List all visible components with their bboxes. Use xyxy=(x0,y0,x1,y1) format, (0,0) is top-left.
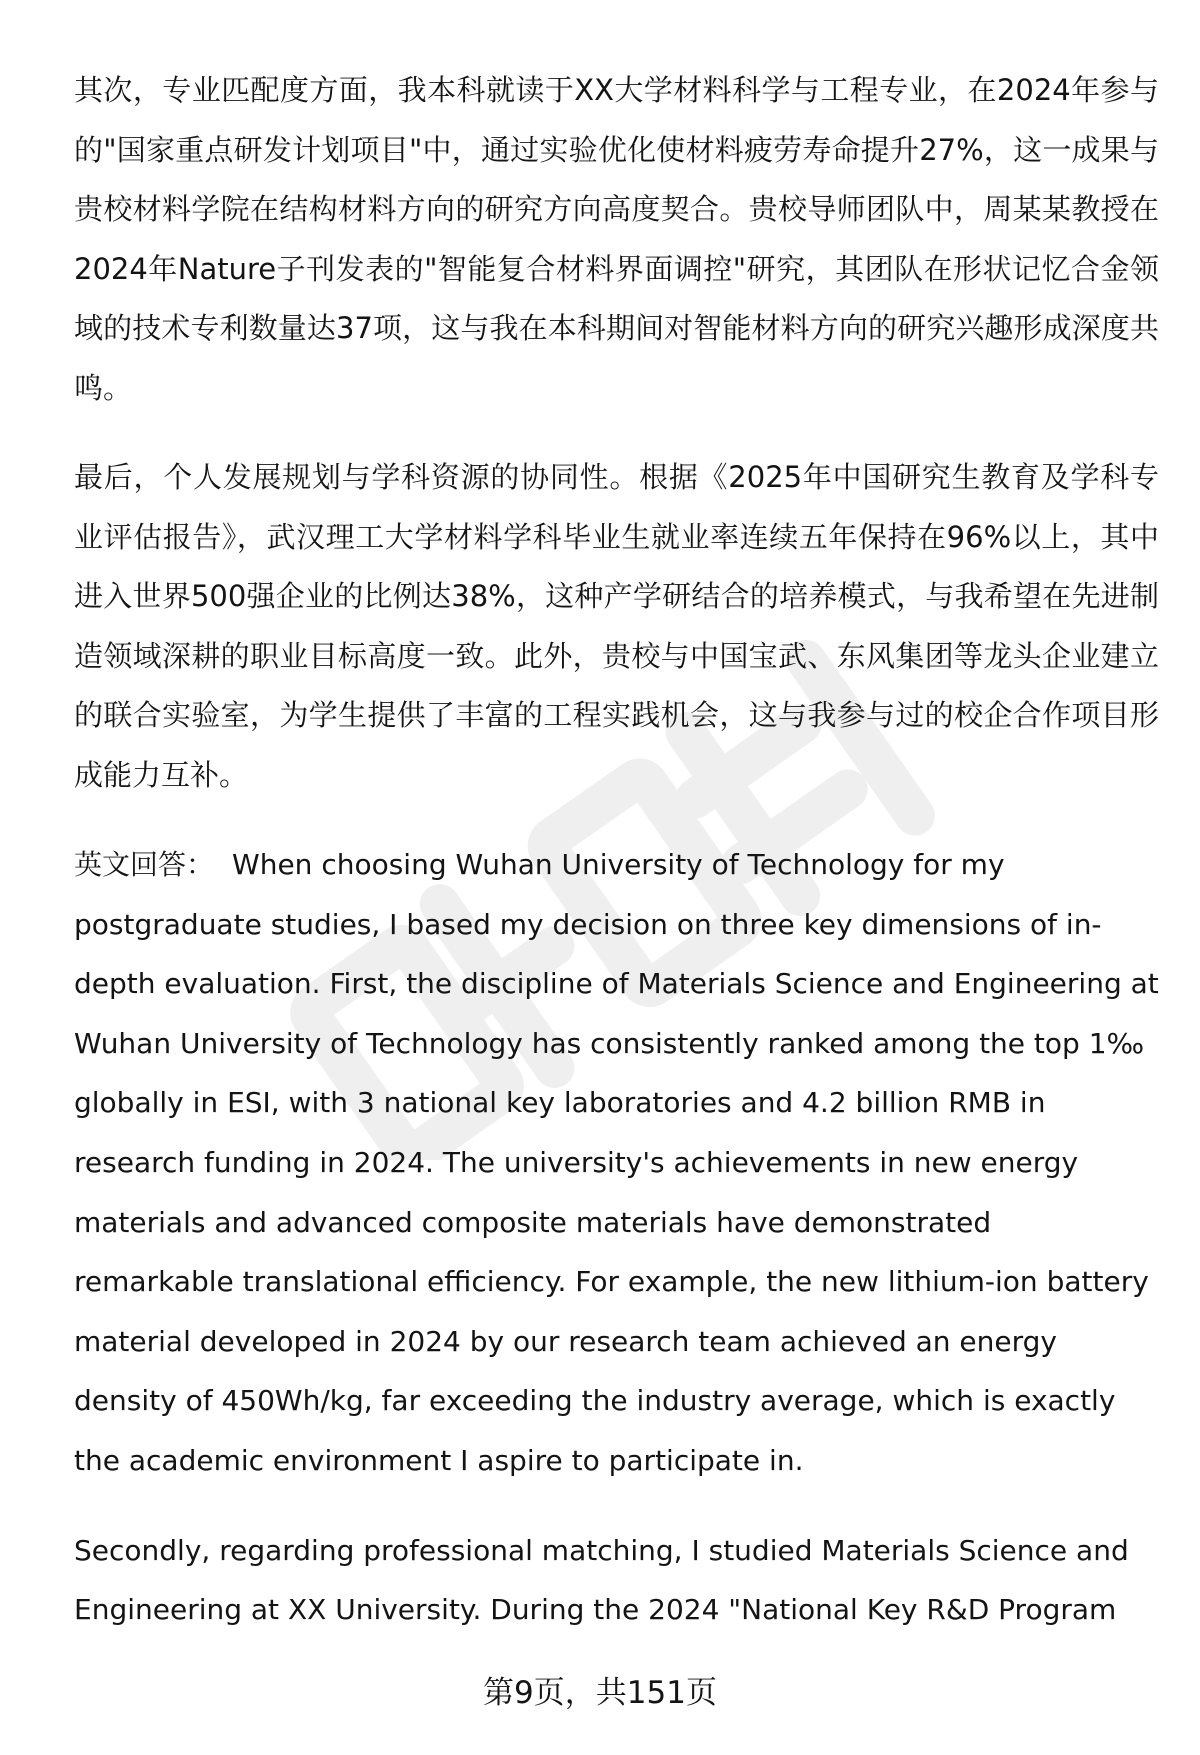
english-answer-label: 英文回答： xyxy=(74,848,215,881)
english-answer-text: When choosing Wuhan University of Technology for my postgraduate studies, I based my decision on three key dimensions of in-depth evaluation. First, the discipline of Materials Science and Engineering at Wuhan University of Technology has consistently ranked among the top 1‰ globally in ESI, with 3 national key laboratories and 4.2 billion RMB in research funding in 2024. The university's achievements in new energy materials and advanced composite materials have demonstrated remarkable translational efficiency. For example, the new lithium-ion battery material developed in 2024 by our research team achieved an energy density of 450Wh/kg, far exceeding the industry average, which is exactly the academic environment I aspire to participate in. xyxy=(74,848,1159,1477)
page-number-footer: 第9页，共151页 xyxy=(483,1675,717,1711)
paragraph-english-answer xyxy=(74,835,1159,1491)
document-body xyxy=(74,61,1159,1670)
paragraph-professional-matching: 其次，专业匹配度方面，我本科就读于XX大学材料科学与工程专业，在2024年参与的"国家重点研发计划项目"中，通过实验优化使材料疲劳寿命提升27%，这一成果与贵校材料学院在结构材料方向的研究方向高度契合。贵校导师团队中，周某某教授在2024年Nature子刊发表的"智能复合材料界面调控"研究，其团队在形状记忆合金领域的技术专利数量达37项，这与我在本科期间对智能材料方向的研究兴趣形成深度共鸣。 xyxy=(74,73,1159,405)
paragraph-english-secondly: Secondly, regarding professional matching, I studied Materials Science and Engineering at XX University. During the 2024 "National Key R&D Program xyxy=(74,1533,1129,1627)
paragraph-personal-development: 最后，个人发展规划与学科资源的协同性。根据《2025年中国研究生教育及学科专业评估报告》，武汉理工大学材料学科毕业生就业率连续五年保持在96%以上，其中进入世界500强企业的比例达38%，这种产学研结合的培养模式，与我希望在先进制造领域深耕的职业目标高度一致。此外，贵校与中国宝武、东风集团等龙头企业建立的联合实验室，为学生提供了丰富的工程实践机会，这与我参与过的校企合作项目形成能力互补。 xyxy=(74,460,1159,792)
